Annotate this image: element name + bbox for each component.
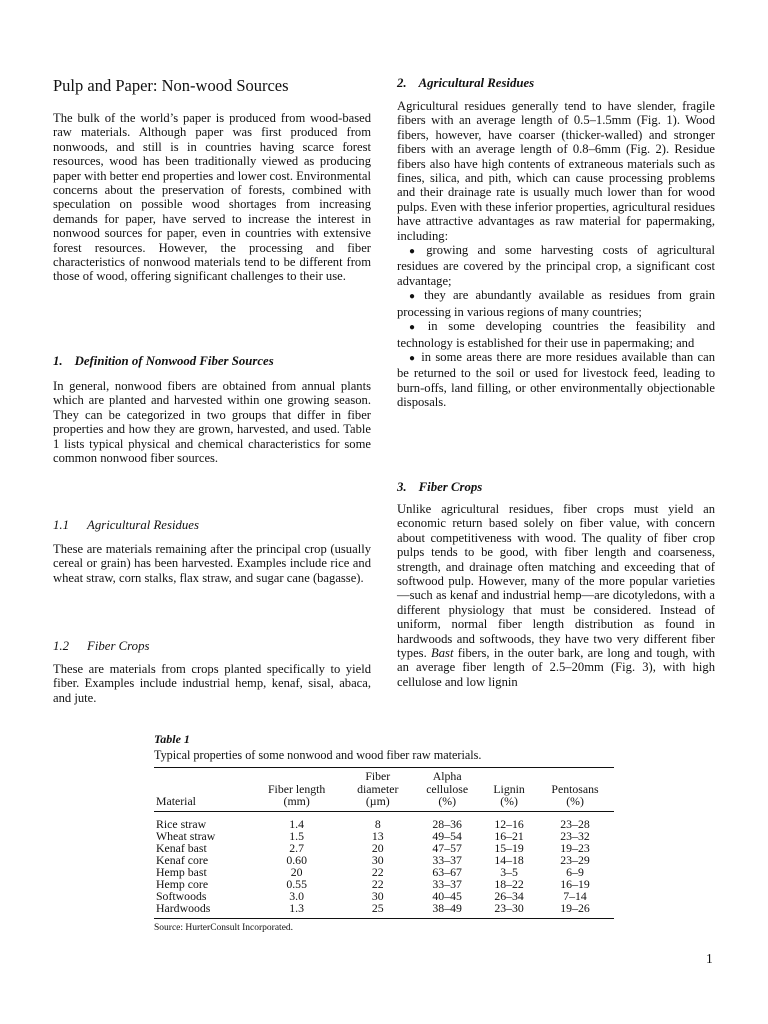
list-item: ● they are abundantly available as residues from grain processing in various regions of many countries; (397, 288, 715, 319)
section-1-1-paragraph: These are materials remaining after the principal crop (usually cereal or grain) has been harvested. Examples include rice and wheat straw, corn stalks, flax straw, and sugar cane (bagasse). (53, 542, 371, 585)
section-3-text-b: fibers, in the outer bark, are long and tough, with an average fiber length of 2.5–20mm (Fig. 3), with high cellulose and low lignin (397, 646, 716, 689)
cell-alpha-cellulose: 40–45 (432, 889, 462, 904)
cell-lignin: 16–21 (494, 828, 524, 843)
col-header-fiber-diameter: Fiber diameter (µm) (343, 768, 412, 812)
cell-alpha-cellulose: 49–54 (432, 828, 462, 843)
cell-material: Wheat straw (156, 828, 216, 843)
list-item: ● growing and some harvesting costs of agricultural residues are covered by the principal crop, a significant cost advantage; (397, 243, 715, 288)
cell-alpha-cellulose: 28–36 (432, 816, 462, 831)
cell-pentosans: 19–26 (536, 902, 614, 918)
section-1-1-number: 1.1 (53, 518, 69, 532)
section-3-paragraph (397, 502, 715, 689)
col-header-alpha-cellulose: Alpha cellulose (%) (412, 768, 482, 812)
cell-alpha-cellulose: 33–37 (432, 877, 462, 892)
cell-fiber-length: 0.55 (286, 877, 307, 892)
advantages-list (397, 243, 715, 409)
cell-pentosans: 23–28 (560, 816, 590, 831)
cell-fiber-diameter: 22 (371, 865, 384, 880)
cell-lignin: 15–19 (494, 840, 524, 855)
section-1-heading (53, 354, 274, 369)
col-header-lignin: Lignin (%) (482, 768, 536, 812)
cell-pentosans: 7–14 (563, 889, 587, 904)
cell-pentosans: 19–23 (560, 840, 590, 855)
bast-term: Bast (431, 646, 454, 661)
cell-fiber-length: 3.0 (289, 889, 305, 904)
cell-material: Rice straw (156, 816, 207, 831)
table-caption: Typical properties of some nonwood and wood fiber raw materials. (154, 748, 482, 762)
section-2-heading (397, 76, 534, 91)
table-1 (154, 732, 614, 933)
cell-material: Hemp core (156, 877, 209, 892)
section-3-text-a: Unlike agricultural residues, fiber crops must yield an economic return based solely on fiber value, with concern about competitiveness with wood. The quality of fiber crop pulps tends to be good, with fiber length and coarseness, strength, and drainage often matching and exceeding that of softwood pulp. However, many of the more popular varieties—such as kenaf and industrial hemp—are dicotyledons, with a different physiology that must be considered. Instead of uniform, normal fiber length distribution as found in hardwoods and softwoods, they have two very different fiber types. (397, 502, 715, 661)
cell-pentosans: 6–9 (566, 865, 584, 880)
section-1-1-heading (53, 518, 199, 533)
section-2-paragraph: Agricultural residues generally tend to have slender, fragile fibers with an average length of 0.5–1.5mm (Fig. 1). Wood fibers, however, have coarser (thicker-walled) and stronger fibers with an average length of 0.8–6mm (Fig. 2). Residue fibers also have high contents of extraneous materials such as fines, silica, and pith, which can cause processing problems and their drainage rate is usually much lower than for wood pulps. Even with these inferior properties, agricultural residues have attractive advantages as raw material for papermaking, including: (397, 99, 715, 243)
section-3-title: Fiber Crops (418, 480, 483, 494)
section-1-1-title: Agricultural Residues (87, 518, 199, 532)
section-1-2-paragraph: These are materials from crops planted specifically to yield fiber. Examples include industrial hemp, kenaf, sisal, abaca, and jute. (53, 662, 371, 705)
table-row (154, 902, 614, 918)
cell-fiber-diameter: 20 (371, 840, 384, 855)
section-1-number: 1. (53, 354, 63, 368)
table-source: Source: HurterConsult Incorporated. (154, 922, 294, 933)
section-2-number: 2. (397, 76, 407, 90)
cell-material: Hemp bast (156, 865, 207, 880)
cell-lignin: 14–18 (494, 853, 524, 868)
table-row (154, 811, 614, 830)
list-item: ● in some areas there are more residues available than can be returned to the soil or used for livestock feed, leading to burn-offs, land filling, or other environmentally objectionable disposals. (397, 350, 715, 410)
cell-fiber-length: 1.4 (289, 816, 305, 831)
col-header-pentosans: Pentosans (%) (536, 768, 614, 812)
section-3-number: 3. (397, 480, 407, 494)
cell-fiber-length: 20 (290, 865, 303, 880)
cell-pentosans: 23–32 (560, 828, 590, 843)
cell-fiber-diameter: 8 (374, 816, 381, 831)
list-item: ● in some developing countries the feasibility and technology is established for their use in papermaking; and (397, 319, 715, 350)
section-1-title: Definition of Nonwood Fiber Sources (74, 354, 274, 368)
cell-lignin: 18–22 (494, 877, 524, 892)
cell-fiber-diameter: 30 (371, 853, 384, 868)
section-3-heading (397, 480, 482, 495)
table-body (154, 811, 614, 918)
cell-fiber-length: 0.60 (286, 853, 307, 868)
cell-fiber-diameter: 30 (371, 889, 384, 904)
cell-alpha-cellulose: 33–37 (432, 853, 462, 868)
col-header-fiber-length: Fiber length (mm) (250, 768, 343, 812)
cell-material: Kenaf bast (156, 840, 207, 855)
cell-alpha-cellulose: 38–49 (412, 902, 482, 918)
section-1-2-number: 1.2 (53, 639, 69, 653)
table-row (154, 830, 614, 842)
cell-fiber-length: 1.5 (289, 828, 305, 843)
section-2-body (397, 99, 715, 410)
section-1-2-heading (53, 639, 149, 654)
page-number: 1 (706, 951, 713, 966)
section-1-2-title: Fiber Crops (87, 639, 150, 653)
cell-lignin: 23–30 (482, 902, 536, 918)
cell-material: Softwoods (156, 889, 207, 904)
cell-alpha-cellulose: 47–57 (432, 840, 462, 855)
article-title: Pulp and Paper: Non-wood Sources (53, 76, 289, 95)
table-header-row (154, 768, 614, 812)
section-2-title: Agricultural Residues (418, 76, 535, 90)
col-header-material: Material (154, 768, 250, 812)
cell-fiber-length: 2.7 (289, 840, 305, 855)
cell-fiber-length: 1.3 (250, 902, 343, 918)
cell-pentosans: 23–29 (560, 853, 590, 868)
cell-lignin: 12–16 (494, 816, 524, 831)
table-row (154, 854, 614, 866)
cell-fiber-diameter: 25 (343, 902, 412, 918)
cell-lignin: 26–34 (494, 889, 524, 904)
properties-table (154, 767, 614, 919)
cell-alpha-cellulose: 63–67 (432, 865, 462, 880)
table-row (154, 866, 614, 878)
cell-pentosans: 16–19 (560, 877, 590, 892)
table-row (154, 890, 614, 902)
cell-material: Kenaf core (156, 853, 209, 868)
intro-paragraph: The bulk of the world’s paper is produced from wood-based raw materials. Although paper was first produced from nonwoods, and still is in countries having scarce forest resources, wood has been traditionally viewed as producing paper with better end properties and lower cost. Environmental concerns about the preservation of forests, combined with speculation on possible wood shortages from increasing demands for paper, have served to increase the interest in nonwood sources for paper, even in countries with extensive forest resources. However, the processing and fiber characteristics of nonwood materials tend to be different from those of wood, offering significant challenges to their use. (53, 111, 371, 284)
cell-lignin: 3–5 (500, 865, 518, 880)
table-row (154, 842, 614, 854)
section-1-paragraph: In general, nonwood fibers are obtained from annual plants which are planted and harvested within one growing season. They can be categorized in two groups that differ in fiber properties and how they are grown, harvested, and used. Table 1 lists typical physical and chemical characteristics for some common nonwood fiber sources. (53, 379, 371, 466)
table-row (154, 878, 614, 890)
cell-fiber-diameter: 13 (371, 828, 384, 843)
cell-fiber-diameter: 22 (371, 877, 384, 892)
cell-material: Hardwoods (154, 902, 250, 918)
table-label: Table 1 (154, 732, 190, 746)
